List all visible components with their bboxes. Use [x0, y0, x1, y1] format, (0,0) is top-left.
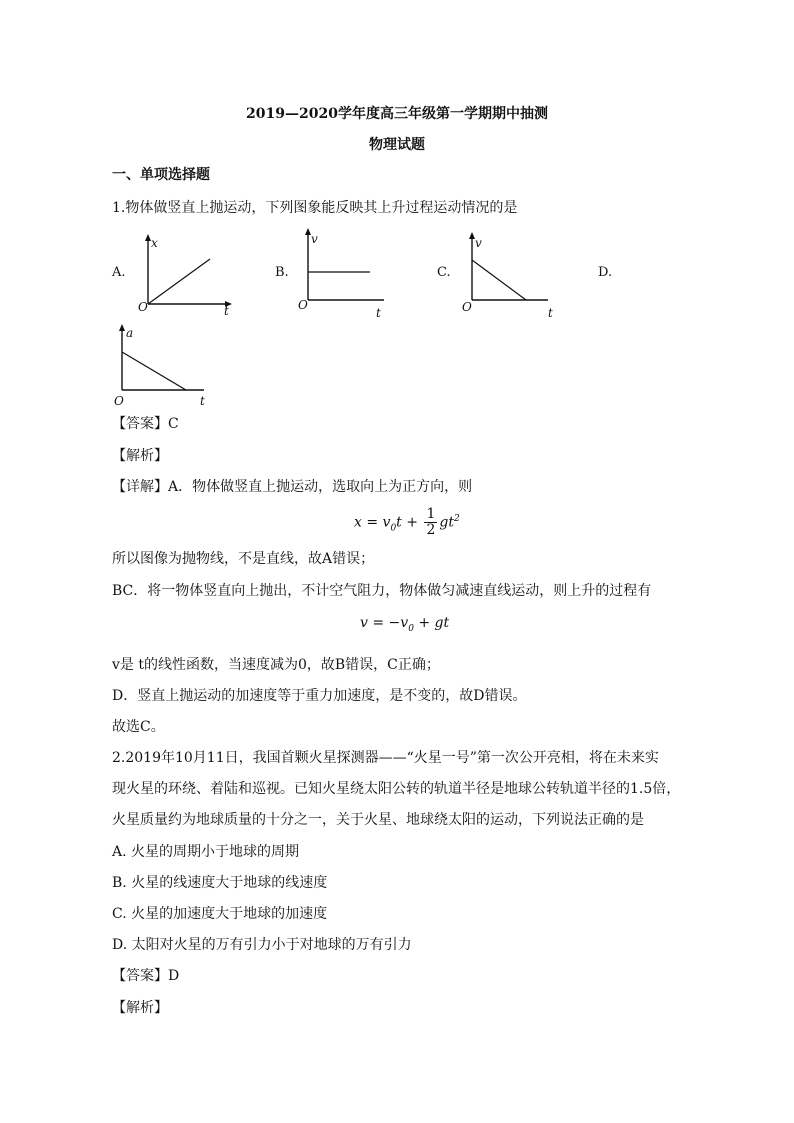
option-c-origin: O	[462, 300, 472, 314]
q1-detail-line: 【详解】A．物体做竖直上抛运动，选取向上为正方向，则	[112, 479, 473, 495]
q2-option-d: D. 太阳对火星的万有引力小于对地球的万有引力	[112, 937, 412, 953]
formula-displacement	[354, 507, 460, 538]
formula-velocity	[360, 615, 449, 634]
section-heading: 一、单项选择题	[112, 167, 210, 183]
formula1-sub: 0	[390, 523, 397, 534]
question-1-stem: 1.物体做竖直上抛运动，下列图象能反映其上升过程运动情况的是	[112, 200, 518, 216]
option-b-x-axis-label: t	[376, 306, 381, 320]
formula1-sup: 2	[453, 513, 460, 524]
q1-line-5: D．竖直上抛运动的加速度等于重力加速度，是不变的，故D错误。	[112, 688, 527, 704]
graph-option-c	[460, 230, 560, 322]
option-c-label: C.	[437, 265, 451, 280]
q1-line-4: v是 t的线性函数，当速度减为0，故B错误，C正确；	[112, 657, 440, 673]
formula1-numerator: 1	[426, 506, 436, 522]
option-b-label: B.	[275, 265, 289, 280]
formula1-lhs: x = v	[354, 514, 391, 531]
option-b-y-axis-label: v	[311, 232, 318, 246]
formula2-rest: + gt	[413, 615, 450, 631]
option-a-origin: O	[138, 300, 148, 314]
option-d-label: D.	[598, 265, 613, 280]
q1-analysis-label: 【解析】	[112, 448, 168, 464]
graph-option-b	[296, 226, 396, 322]
option-a-y-axis-label: x	[151, 236, 158, 250]
formula1-fraction	[424, 507, 437, 538]
formula1-denominator: 2	[426, 522, 436, 538]
formula1-rest: gt	[439, 514, 454, 531]
option-d-x-axis-label: t	[200, 394, 205, 408]
q2-option-b: B. 火星的线速度大于地球的线速度	[112, 875, 328, 891]
page-title: 2019—2020学年度高三年级第一学期期中抽测	[246, 106, 548, 122]
q1-line-3: BC．将一物体竖直向上抛出，不计空气阻力，物体做匀减速直线运动，则上升的过程有	[112, 583, 652, 599]
option-b-origin: O	[298, 298, 308, 312]
option-d-y-axis-label: a	[126, 326, 134, 340]
option-a-label: A.	[112, 265, 126, 280]
graph-option-d	[112, 322, 222, 414]
q1-line-2: 所以图像为抛物线，不是直线，故A错误；	[112, 551, 375, 567]
q1-answer: 【答案】C	[112, 416, 179, 432]
question-2-stem-line-3: 火星质量约为地球质量的十分之一，关于火星、地球绕太阳的运动，下列说法正确的是	[112, 812, 644, 828]
q2-option-a: A. 火星的周期小于地球的周期	[112, 844, 300, 860]
q2-option-c: C. 火星的加速度大于地球的加速度	[112, 906, 328, 922]
formula1-mid: t +	[396, 514, 418, 531]
formula2-sub: 0	[408, 623, 414, 634]
option-a-x-axis-label: t	[224, 304, 229, 318]
question-2-stem-line-1: 2.2019年10月11日，我国首颗火星探测器——“火星一号”第一次公开亮相，将在未来实	[112, 750, 659, 766]
question-2-stem-line-2: 现火星的环绕、着陆和巡视。已知火星绕太阳公转的轨道半径是地球公转轨道半径的1.5倍，	[112, 781, 681, 797]
option-d-origin: O	[114, 394, 124, 408]
formula2-lhs: v = −v	[360, 615, 409, 631]
q2-analysis-label: 【解析】	[112, 1000, 168, 1016]
option-c-x-axis-label: t	[548, 306, 553, 320]
q2-answer: 【答案】D	[112, 968, 180, 984]
graph-option-a	[136, 232, 236, 322]
option-c-y-axis-label: v	[475, 236, 482, 250]
q1-line-6: 故选C。	[112, 719, 165, 735]
page-subtitle: 物理试题	[369, 137, 425, 153]
